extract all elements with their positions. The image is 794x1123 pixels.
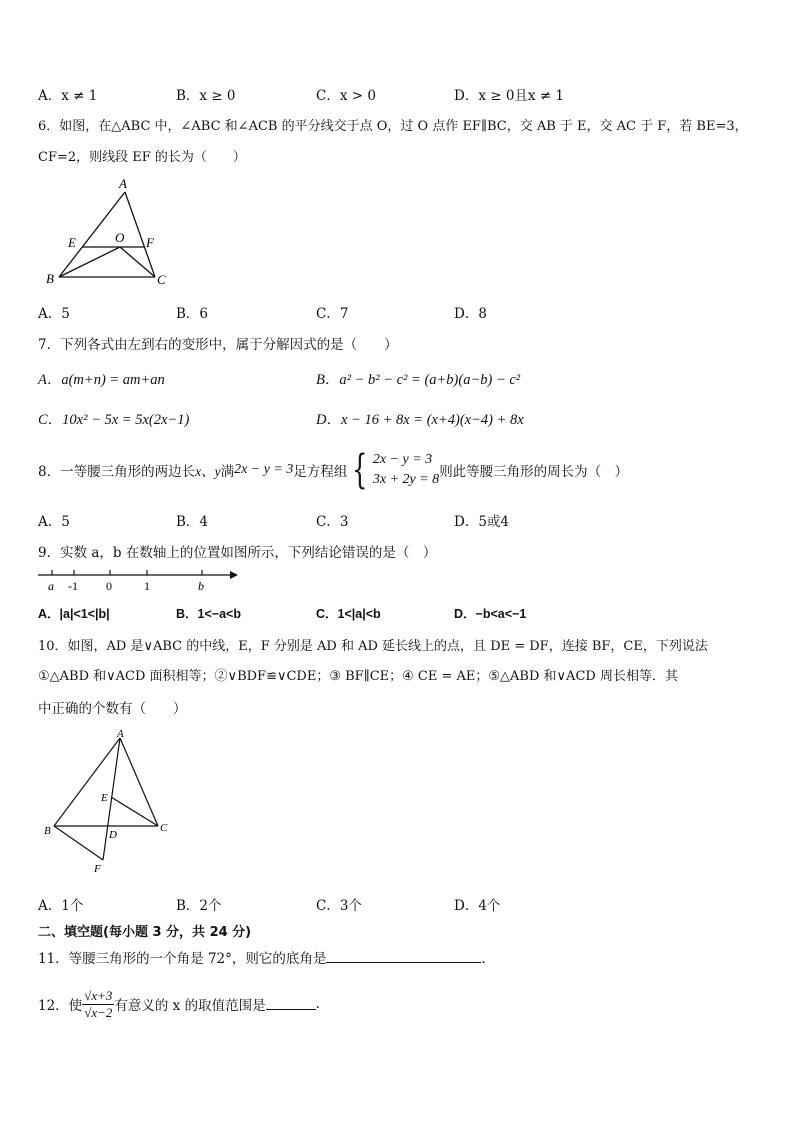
q8-mid1: 满 xyxy=(220,464,235,480)
q8-post: 则此等腰三角形的周长为（ ） xyxy=(439,464,629,480)
q6-label-o: O xyxy=(115,230,125,245)
q6-stem-line1: 6．如图，在△ABC 中，∠ABC 和∠ACB 的平分线交于点 O，过 O 点作 EF∥BC，交 AB 于 E，交 AC 于 F，若 BE=3， xyxy=(38,119,748,134)
q10-label-a: A xyxy=(117,728,124,740)
q10-label-d: D xyxy=(109,829,117,841)
q10-option-b: B．2个 xyxy=(176,898,222,914)
q6-stem-line2: CF=2，则线段 EF 的长为（ ） xyxy=(38,150,246,165)
q5-option-d: D．x ≥ 0且x ≠ 1 xyxy=(454,88,565,104)
q9-option-a: A．|a|<1<|b| xyxy=(38,607,110,621)
q10-option-d: D．4个 xyxy=(454,898,501,914)
q12-fraction xyxy=(82,988,114,1021)
q11-stem: 11．等腰三角形的一个角是 72°，则它的底角是 xyxy=(38,951,327,967)
q8-eq: 2x − y = 3 xyxy=(234,462,294,477)
q6-label-b: B xyxy=(46,271,54,286)
q9-number-line xyxy=(36,565,246,595)
q6-option-d: D．8 xyxy=(454,306,487,322)
q7-stem: 7．下列各式由左到右的变形中，属于分解因式的是（ ） xyxy=(38,337,398,353)
q10-triangle-figure xyxy=(38,728,178,878)
q10-label-f: F xyxy=(94,863,101,875)
q7-option-a: A．a(m+n) = am+an xyxy=(38,372,165,388)
q6-label-f: F xyxy=(146,235,154,250)
q6-label-a: A xyxy=(119,176,127,191)
q10-option-a: A．1个 xyxy=(38,898,84,914)
q8-system-eq1: 2x − y = 3 xyxy=(372,452,433,467)
section-title: 二、填空题(每小题 3 分，共 24 分) xyxy=(38,925,252,940)
q10-label-e: E xyxy=(101,792,108,804)
q8-system xyxy=(373,450,439,490)
q9-tick-b: b xyxy=(198,579,204,593)
q10-label-c: C xyxy=(160,822,168,834)
q8-mid2: 足方程组 xyxy=(293,464,348,480)
q8-system-eq2: 3x + 2y = 8 xyxy=(372,472,440,487)
q12-post: 有意义的 x 的取值范围是 xyxy=(114,998,266,1014)
q8-brace: { xyxy=(352,447,368,493)
q5-option-b: B．x ≥ 0 xyxy=(176,88,236,104)
q8-option-a: A．5 xyxy=(38,514,70,530)
q6-option-c: C．7 xyxy=(316,306,349,322)
q8-option-d: D．5或4 xyxy=(454,514,510,530)
q6-option-a: A．5 xyxy=(38,306,70,322)
q8-option-b: B．4 xyxy=(176,514,209,530)
q9-stem: 9．实数 a，b 在数轴上的位置如图所示，下列结论错误的是（ ） xyxy=(38,545,437,561)
q7-option-c: C．10x² − 5x = 5x(2x−1) xyxy=(38,412,190,428)
q9-tick-one: 1 xyxy=(144,579,150,593)
q11-answer-blank[interactable] xyxy=(326,962,481,963)
q11-end: . xyxy=(481,951,486,967)
q8-stem xyxy=(38,448,628,492)
q9-tick-a: a xyxy=(48,579,54,593)
q8-vars: x、y xyxy=(195,464,221,479)
q10-option-c: C．3个 xyxy=(316,898,362,914)
q5-option-a: A．x ≠ 1 xyxy=(38,88,98,104)
q9-option-b: B．1<−a<b xyxy=(176,607,241,621)
q12-denominator: √x−2 xyxy=(84,1004,113,1020)
q7-option-b: B．a² − b² − c² = (a+b)(a−b) − c² xyxy=(316,372,521,388)
q12-end: . xyxy=(315,996,320,1012)
q10-stem-line2: ①△ABD 和∨ACD 面积相等；②∨BDF≌∨CDE；③ BF∥CE；④ CE = AE；⑤△ABD 和∨ACD 周长相等．其 xyxy=(38,669,678,684)
q10-stem-line3: 中正确的个数有（ ） xyxy=(38,701,187,717)
q6-label-c: C xyxy=(157,272,166,287)
q10-stem-line1: 10．如图，AD 是∨ABC 的中线，E，F 分别是 AD 和 AD 延长线上的点，且 DE = DF，连接 BF，CE，下列说法 xyxy=(38,639,708,654)
q8-option-c: C．3 xyxy=(316,514,349,530)
q12-numerator: √x+3 xyxy=(84,987,113,1003)
q9-tick-zero: 0 xyxy=(106,579,112,593)
q9-tick-minus1: -1 xyxy=(68,579,78,593)
q5-option-c: C．x > 0 xyxy=(316,88,376,104)
q12 xyxy=(38,980,320,1028)
q6-label-e: E xyxy=(68,235,76,250)
q8-pre: 8．一等腰三角形的两边长 xyxy=(38,464,196,480)
q6-option-b: B．6 xyxy=(176,306,209,322)
q12-pre: 12．使 xyxy=(38,998,83,1014)
q10-label-b: B xyxy=(44,825,51,837)
q12-answer-blank[interactable] xyxy=(266,1009,316,1010)
q9-option-c: C．1<|a|<b xyxy=(316,607,381,621)
q6-triangle-figure xyxy=(40,172,190,292)
q9-option-d: D．−b<a<−1 xyxy=(454,607,527,621)
q7-option-d: D．x − 16 + 8x = (x+4)(x−4) + 8x xyxy=(316,412,524,428)
q11 xyxy=(38,947,486,967)
